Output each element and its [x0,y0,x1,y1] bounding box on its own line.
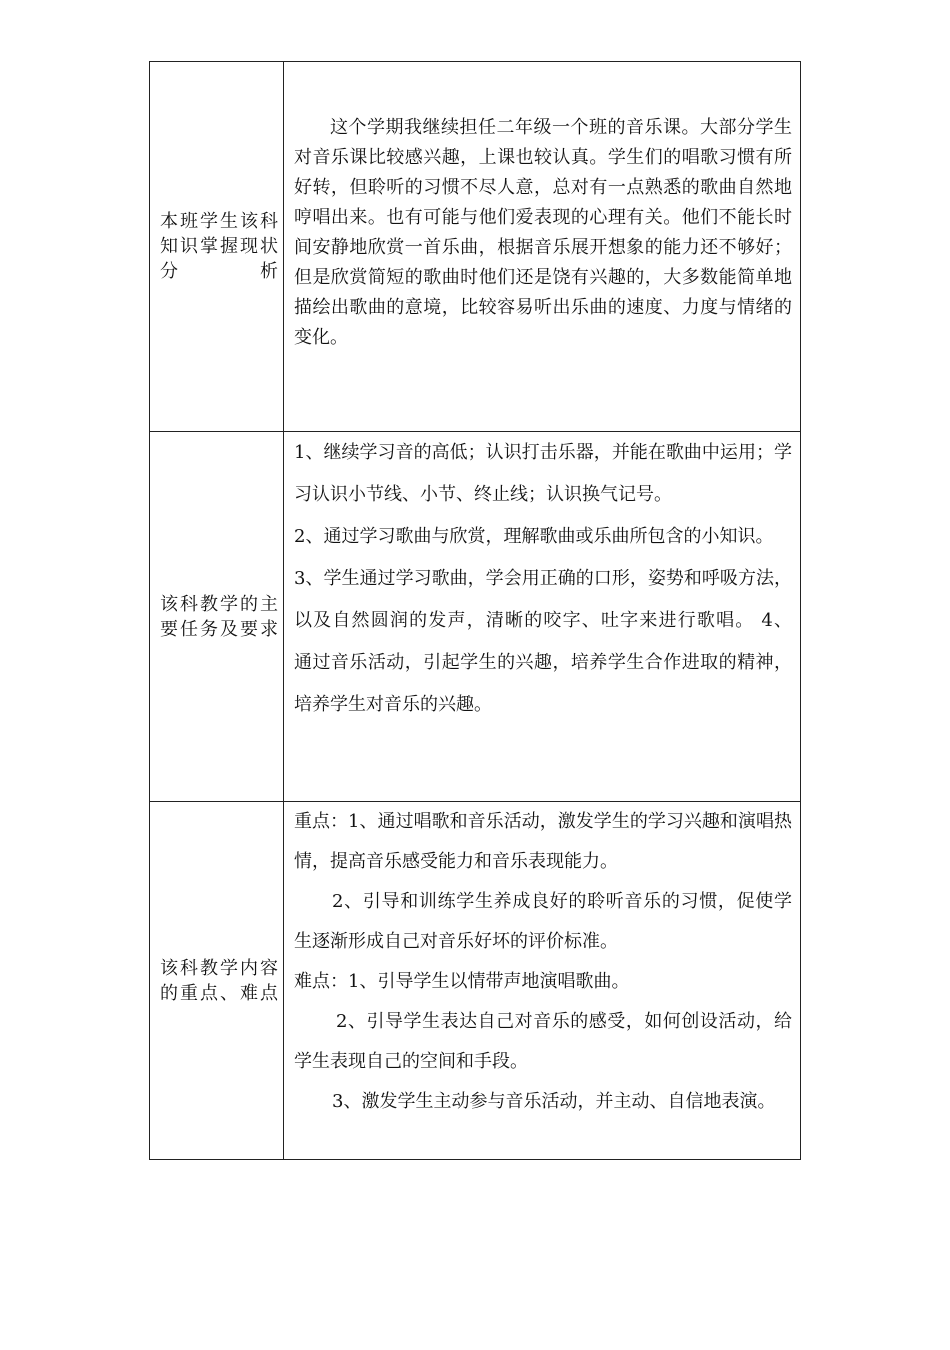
row-label-cell [150,802,284,1160]
table-row [150,62,801,432]
paragraph: 通过音乐活动，引起学生的兴趣，培养学生合作进取的精神，培养学生对音乐的兴趣。 [294,652,792,715]
row-content [284,62,800,385]
row-label: 本班学生该科知识掌握现状分析 [160,211,278,282]
row-label: 该科教学内容的重点、难点 [160,957,278,1004]
table-row [150,432,801,802]
paragraph: 这个学期我继续担任二年级一个班的音乐课。大部分学生对音乐课比较感兴趣，上课也较认真。学生们的唱歌习惯有所好转，但聆听的习惯不尽人意，总对有一点熟悉的歌曲自然地哼唱出来。也有可能与他们爱表现的心理有关。他们不能长时间安静地欣赏一首乐曲，根据音乐展开想象的能力还不够好；但是欣赏简短的歌曲时他们还是饶有兴趣的，大多数能简单地描绘出歌曲的意境，比较容易听出乐曲的速度、力度与情绪的变化。 [294,117,792,348]
paragraph: 2、引导学生表达自己对音乐的感受，如何创设活动，给学生表现自己的空间和手段。 [294,1011,792,1072]
row-label-cell [150,432,284,802]
row-content [284,802,800,1128]
paragraph: 重点：1、通过唱歌和音乐活动，激发学生的学习兴趣和演唱热情，提高音乐感受能力和音乐表现能力。 [294,811,792,872]
paragraph: 2、引导和训练学生养成良好的聆听音乐的习惯，促使学生逐渐形成自己对音乐好坏的评价标准。 [294,891,792,952]
paragraph: 难点：1、引导学生以情带声地演唱歌曲。 [294,971,630,992]
row-content-cell [284,62,801,432]
plan-table [149,61,801,1160]
row-content [284,432,800,726]
paragraph: 3、激发学生主动参与音乐活动，并主动、自信地表演。 [332,1091,776,1112]
paragraph: 2、通过学习歌曲与欣赏，理解歌曲或乐曲所包含的小知识。 [294,526,774,547]
table-row [150,802,801,1160]
row-content-cell [284,432,801,802]
row-label-cell [150,62,284,432]
paragraph: 3、学生通过学习歌曲，学会用正确的口形，姿势和呼吸方法，以及自然圆润的发声，清晰的咬字、吐字来进行歌唱。 4、 [294,568,792,631]
row-content-cell [284,802,801,1160]
paragraph: 1、继续学习音的高低；认识打击乐器，并能在歌曲中运用；学习认识小节线、小节、终止线；认识换气记号。 [294,442,792,505]
row-label: 该科教学的主要任务及要求 [160,593,278,640]
